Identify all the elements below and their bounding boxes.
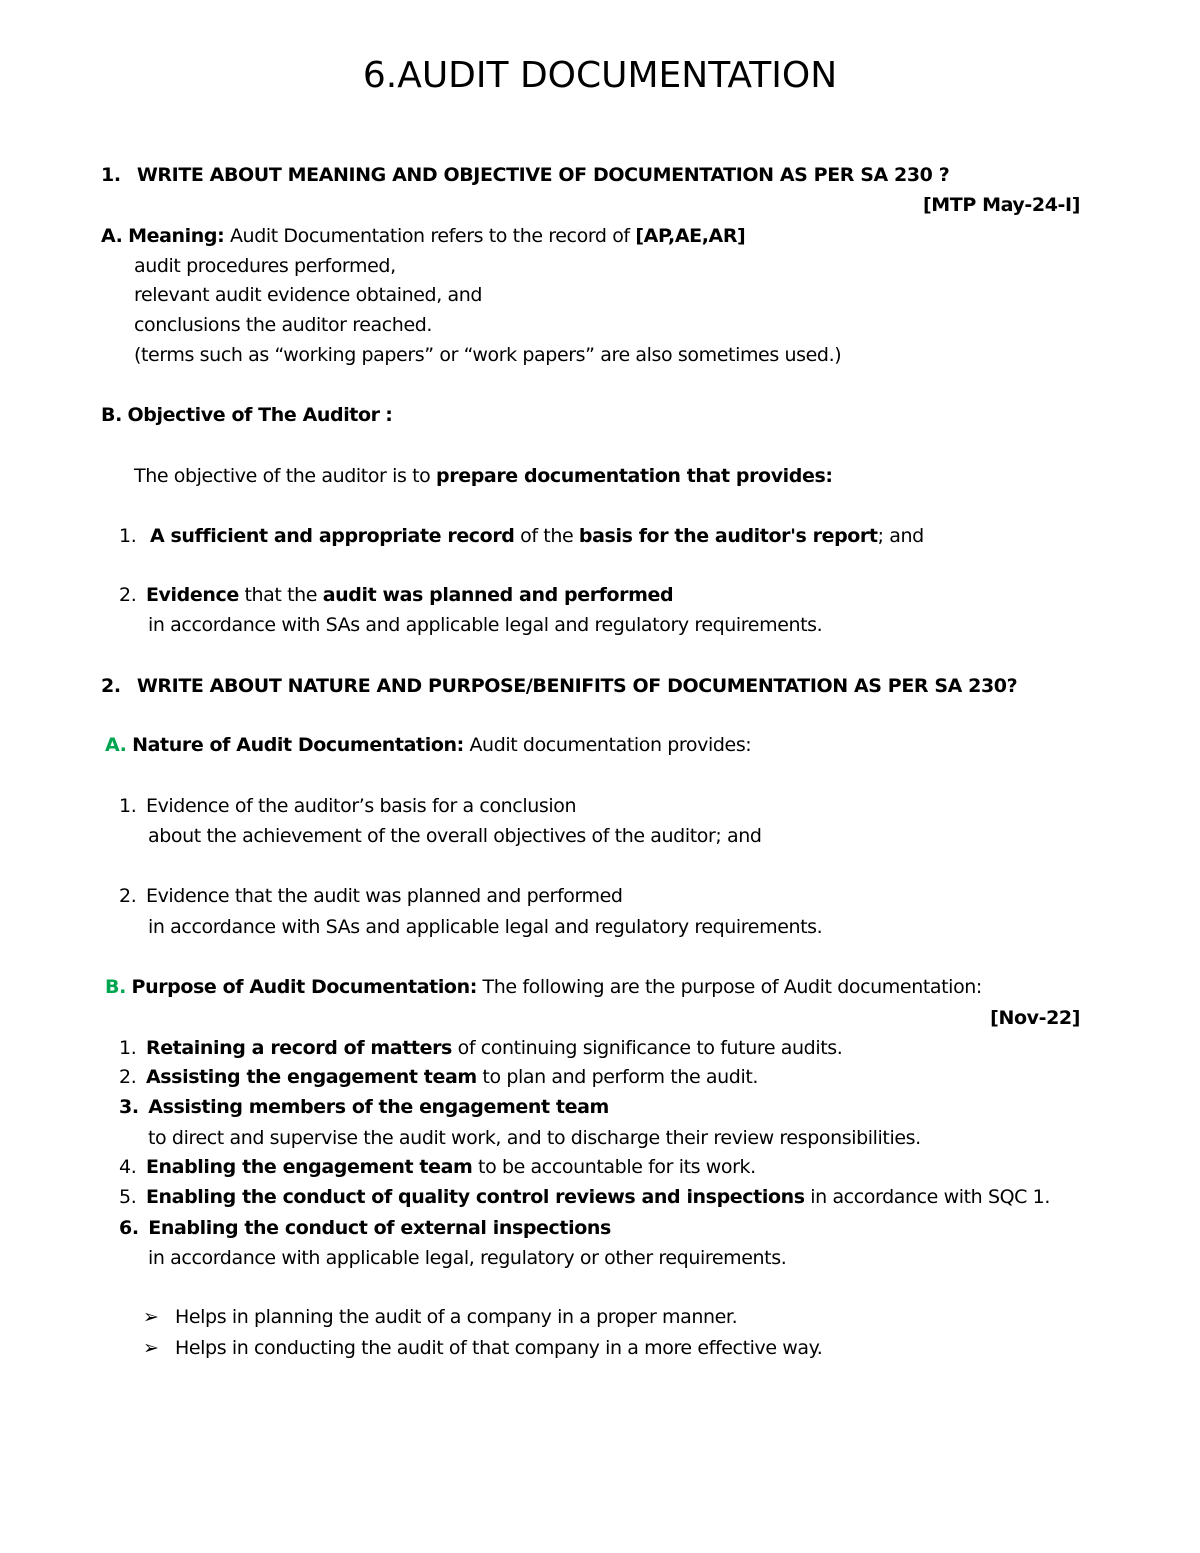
exam-tag: [MTP May-24-I] (923, 194, 1080, 216)
item-number: 2. (119, 1066, 137, 1088)
item-bold: Enabling the conduct of external inspections (148, 1217, 611, 1239)
list-item (119, 1216, 611, 1240)
item-text: that the (238, 584, 323, 606)
section-label: Purpose of Audit Documentation: (131, 976, 477, 998)
list-item-continuation: in accordance with SAs and applicable legal and regulatory requirements. (148, 916, 823, 938)
item-bold: Enabling the conduct of quality control reviews and inspections (145, 1186, 805, 1208)
item-number: 1. (119, 795, 137, 817)
intro-text: The objective of the auditor is to (134, 465, 437, 487)
objective-heading (101, 403, 392, 427)
item-bold: Retaining a record of matters (145, 1037, 452, 1059)
section-text: The following are the purpose of Audit documentation: (476, 976, 982, 998)
list-item (119, 794, 576, 818)
exam-tag: [Nov-22] (990, 1007, 1080, 1029)
list-item-continuation: in accordance with applicable legal, regulatory or other requirements. (148, 1247, 787, 1269)
item-bold: Enabling the engagement team (145, 1156, 473, 1178)
arrow-bullet-icon: ➢ (143, 1306, 159, 1328)
list-item (119, 1095, 609, 1119)
item-number: 5. (119, 1186, 137, 1208)
section-marker: A. (105, 734, 127, 756)
list-item (119, 1185, 1050, 1209)
item-text: to plan and perform the audit. (476, 1066, 759, 1088)
item-number: 1. (119, 525, 137, 547)
section-text: Audit documentation provides: (463, 734, 752, 756)
arrow-bullet-icon: ➢ (143, 1337, 159, 1359)
item-text: of the (514, 525, 579, 547)
question-number: 1. (101, 164, 121, 186)
section-label: Nature of Audit Documentation: (132, 734, 464, 756)
list-item: conclusions the auditor reached. (134, 314, 433, 336)
item-text: Evidence that the audit was planned and performed (145, 885, 623, 907)
question-text: WRITE ABOUT MEANING AND OBJECTIVE OF DOCUMENTATION AS PER SA 230 ? (136, 164, 950, 186)
item-number: 3. (119, 1096, 139, 1118)
item-bold: Evidence (145, 584, 239, 606)
meaning-line (101, 224, 745, 248)
item-text: in accordance with SQC 1. (804, 1186, 1050, 1208)
list-item (119, 1155, 756, 1179)
note-text: (terms such as “working papers” or “work papers” are also sometimes used.) (134, 344, 842, 366)
page-title: 6.AUDIT DOCUMENTATION (362, 55, 838, 96)
item-number: 2. (119, 584, 137, 606)
item-number: 4. (119, 1156, 137, 1178)
intro-bold: prepare documentation that provides: (436, 465, 833, 487)
section-text: Audit Documentation refers to the record of (224, 225, 636, 247)
bullet-text: Helps in conducting the audit of that company in a more effective way. (175, 1337, 823, 1359)
section-label: Meaning: (128, 225, 225, 247)
item-bold: Assisting members of the engagement team (148, 1096, 609, 1118)
question-number: 2. (101, 675, 121, 697)
bullet-item (143, 1336, 822, 1360)
list-item-continuation: in accordance with SAs and applicable legal and regulatory requirements. (148, 614, 823, 636)
list-item-continuation: about the achievement of the overall objectives of the auditor; and (148, 825, 762, 847)
item-number: 1. (119, 1037, 137, 1059)
list-item (119, 524, 924, 548)
section-colon: : (385, 404, 393, 426)
list-item (119, 1036, 842, 1060)
list-item (119, 884, 623, 908)
item-bold: basis for the auditor's report (578, 525, 878, 547)
question-2 (101, 674, 1017, 698)
bullet-item (143, 1305, 737, 1329)
item-number: 6. (119, 1217, 139, 1239)
item-bold: A sufficient and appropriate record (149, 525, 515, 547)
list-item-continuation: to direct and supervise the audit work, and to discharge their review responsibilities. (148, 1127, 921, 1149)
list-item: audit procedures performed, (134, 255, 396, 277)
question-text: WRITE ABOUT NATURE AND PURPOSE/BENIFITS OF DOCUMENTATION AS PER SA 230? (136, 675, 1018, 697)
item-text: ; and (877, 525, 924, 547)
bracket-tag: [AP,AE,AR] (635, 225, 746, 247)
item-text: to be accountable for its work. (472, 1156, 756, 1178)
item-number: 2. (119, 885, 137, 907)
question-1 (101, 163, 949, 187)
list-item (119, 1065, 758, 1089)
section-marker: B. (101, 404, 122, 426)
section-marker: A. (101, 225, 123, 247)
objective-intro (134, 464, 833, 488)
list-item (119, 583, 673, 607)
item-text: of continuing significance to future audits. (451, 1037, 843, 1059)
list-item: relevant audit evidence obtained, and (134, 284, 483, 306)
purpose-heading (105, 975, 982, 999)
section-label: Objective of The Auditor (127, 404, 380, 426)
bullet-text: Helps in planning the audit of a company in a proper manner. (175, 1306, 738, 1328)
item-text: Evidence of the auditor’s basis for a conclusion (145, 795, 577, 817)
nature-heading (105, 733, 751, 757)
item-bold: Assisting the engagement team (145, 1066, 477, 1088)
section-marker: B. (105, 976, 126, 998)
item-bold: audit was planned and performed (322, 584, 674, 606)
